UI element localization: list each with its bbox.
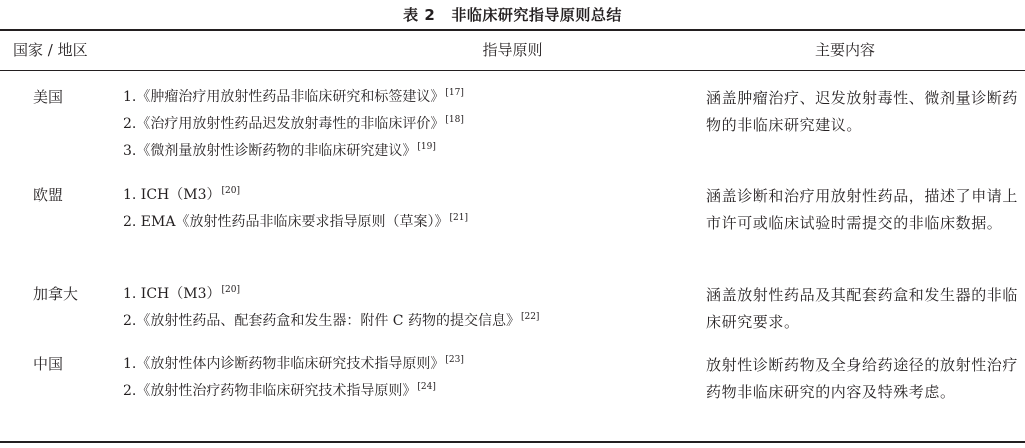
reference-mark: [19] (417, 142, 436, 152)
guidance-item: 1.《肿瘤治疗用放射性药品非临床研究和标签建议》[17] (123, 88, 464, 105)
content-cell: 涵盖肿瘤治疗、迟发放射毒性、微剂量诊断药物的非临床研究建议。 (706, 89, 1019, 134)
header-guidance: 指导原则 (482, 41, 543, 59)
region-cell: 加拿大 (33, 285, 79, 303)
header-region: 国家 / 地区 (13, 41, 88, 59)
reference-mark: [20] (221, 285, 240, 295)
guidance-item: 1. ICH（M3）[20] (123, 285, 240, 302)
region-cell: 美国 (33, 88, 64, 106)
guidance-cell (123, 183, 468, 237)
table-number: 表 2 (403, 6, 436, 24)
reference-mark: [21] (449, 213, 468, 223)
reference-mark: [23] (445, 355, 464, 365)
bottom-rule (0, 441, 1025, 443)
guidance-cell (123, 352, 464, 406)
reference-mark: [22] (520, 312, 540, 322)
region-cell: 中国 (33, 355, 64, 373)
guidance-cell (123, 282, 539, 336)
guidance-item: 1. ICH（M3）[20] (123, 186, 240, 203)
guidance-item: 2.《放射性药品、配套药盒和发生器：附件 C 药物的提交信息》[22] (123, 312, 540, 329)
guidance-item: 2.《治疗用放射性药品迟发放射毒性的非临床评价》[18] (123, 115, 464, 132)
content-cell: 涵盖诊断和治疗用放射性药品，描述了申请上市许可或临床试验时需提交的非临床数据。 (706, 187, 1019, 232)
guidance-item: 2. EMA《放射性药品非临床要求指导原则（草案）》[21] (123, 213, 468, 230)
table-title: 非临床研究指导原则总结 (451, 6, 622, 24)
guidance-item: 3.《微剂量放射性诊断药物的非临床研究建议》[19] (123, 142, 436, 159)
content-cell: 放射性诊断药物及全身给药途径的放射性治疗药物非临床研究的内容及特殊考虑。 (706, 356, 1019, 401)
region-cell: 欧盟 (33, 186, 64, 204)
table-caption (0, 4, 1025, 26)
reference-mark: [17] (445, 88, 464, 98)
reference-mark: [20] (221, 186, 240, 196)
guidance-item: 2.《放射性治疗药物非临床研究技术指导原则》[24] (123, 382, 436, 399)
header-rule (0, 70, 1025, 71)
reference-mark: [18] (445, 115, 464, 125)
reference-mark: [24] (417, 382, 436, 392)
guidance-cell (123, 85, 464, 166)
content-cell: 涵盖放射性药品及其配套药盒和发生器的非临床研究要求。 (706, 286, 1019, 331)
guidance-item: 1.《放射性体内诊断药物非临床研究技术指导原则》[23] (123, 355, 464, 372)
header-content: 主要内容 (815, 41, 876, 59)
